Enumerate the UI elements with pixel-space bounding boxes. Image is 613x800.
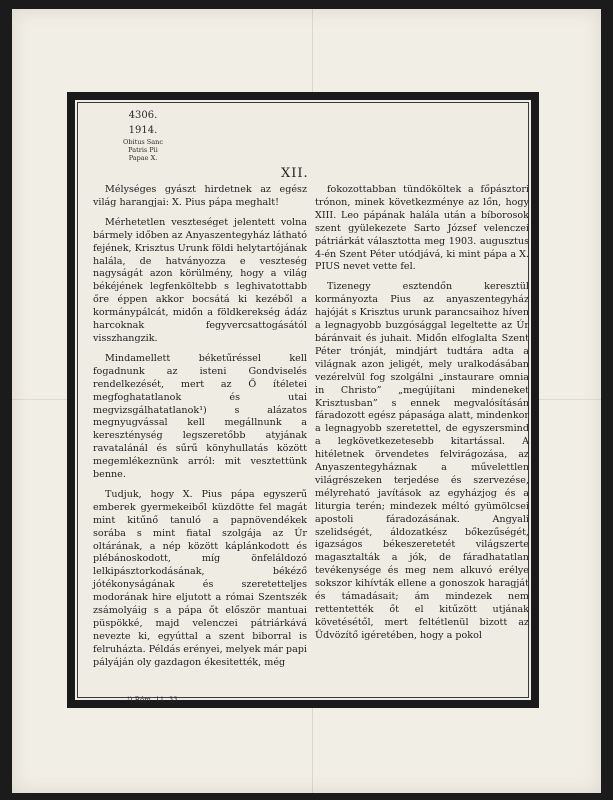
header-line-2: Patris Pii [128, 146, 158, 154]
right-paragraph-1: fokozottabban tündököltek a főpásztori trónon, minek következménye az lőn, hogy XIII. Leo pápának halála után a bíborosok szent gyülekezete Sarto József velenczei pátriárkát választotta meg 1903. augusztus 4-én Szent Péter utódjává, ki mint pápa a X. PIUS nevet vette fel. [315, 184, 529, 273]
left-paragraph-2: Mérhetetlen veszteséget jelentett volna bármely időben az Anyaszentegyház látható fejének, Krisztus Urunk földi helytartójának halála, de hatványozza e veszteség nagyságát azon körülmény, hogy a világ békéjének legfenköltebb s leghivatottabb őre éppen akkor bocsátá ki kezéből a kormánypálcát, midőn a földkerekség ádáz harcoknak fegyvercsattogásától visszhangzik. [93, 216, 307, 344]
right-paragraph-2: Tizenegy esztendőn keresztül kormányozta Pius az anyaszentegyház hajóját s Krisztus urunk parancsaihoz híven a legnagyobb buzgósággal legeltette az Úr báránvait és juhait. Midőn elfoglalta Szent Péter trónját, mindjárt tudtára adta a világnak azon jeligét, mely uralkodásában vezérelvül fog szolgálni „instaurare omnia in Christo” „megújítani mindeneket Krisztusban” s ennek megvalósításán fáradozott egész pápasága alatt, mindenkor a legnagyobb szeretettel, de egyszersmind a legkövetkezetesebb kitartással. A hitéletnek örvendetes felvirágozása, az Anyaszentegyháznak a művelettlen világrészeken terjedése és szervezése, mélyreható javítások az egyházjog és a liturgia terén; mindezek méltó gyümölcsei apostoli fáradozásának. Angyali szelidségét, áldozatkész bőkezűségét, igazságos békeszeretetét világszerte magasztalták a jók, de fáradhatatlan tevékenysége és meg nem alkuvó erélye sokszor kihívták ellene a gonoszok haragját és támadásait; ám mindezek nem rettentették őt el kitűzött utjának követésétől, mert feltétlenül bizott az Üdvözítő igéretében, hogy a pokol [315, 281, 529, 641]
header-line-3: Papae X. [128, 154, 158, 162]
mourning-border-frame [67, 92, 539, 708]
left-column [93, 184, 307, 677]
document-year: 1914. [128, 125, 158, 136]
document-header [103, 110, 183, 162]
section-numeral: XII. [281, 166, 309, 181]
left-paragraph-4: Tudjuk, hogy X. Pius pápa egyszerű emberek gyermekeiből küzdötte fel magát mint kitűnő tanuló a papnövendékek sorába s mint fiatal szolgája az Úr oltárának, a nép között káplánkodott és plébánoskodott, míg önfeláldozó lelkipásztorkodásának, békéző jótékonyságának és szeretetteljes modorának hire eljutott a római Szentszék zsámolyáig s a pápa őt először mantuai püspökké, majd velenczei pátriárkává nevezte ki, egyúttal a szent biborral is felruházta. Példás erényei, melyek már papi pályáján oly gazdagon ékesitették, még [93, 488, 308, 668]
document-number: 4306. [128, 110, 158, 121]
left-paragraph-3: Mindamellett béketűréssel kell fogadnunk az isteni Gondviselés rendelkezését, mert az Ő ítéletei megfoghatatlanok és utai megvizsgálhatatlanok¹) s alázatos megnyugvással kell megállnunk a kereszténység legszeretőbb atyjának ravatalánál és sűrű könyhullatás között megemlékeznünk arról: mit vesztettünk benne. [93, 352, 307, 481]
header-line-1: Obitus Sanc [123, 138, 163, 146]
right-column [315, 184, 529, 650]
footnote: ¹) Róm. 11, 33. [127, 696, 180, 704]
left-paragraph-1: Mélységes gyászt hirdetnek az egész világ harangjai: X. Pius pápa meghalt! [93, 184, 307, 208]
